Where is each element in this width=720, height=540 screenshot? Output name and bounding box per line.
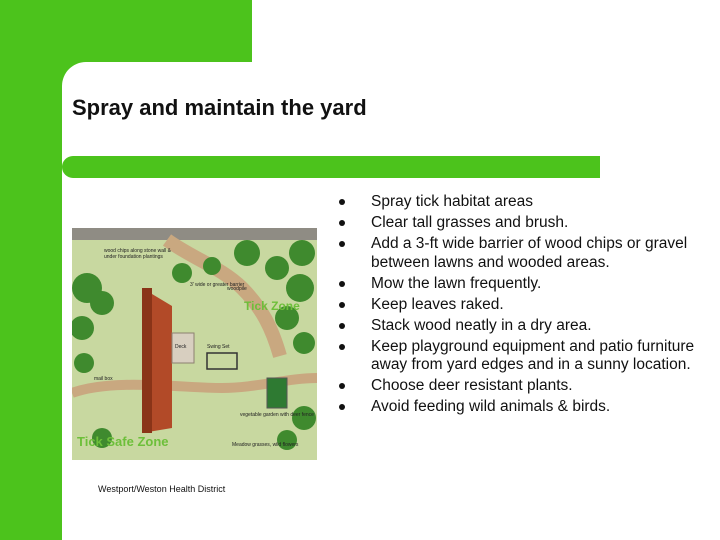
label-wood-chips: wood chips along stone wall & — [104, 248, 171, 254]
label-mailbox: mail box — [94, 376, 113, 382]
label-tick-safe-zone: Tick Safe Zone — [77, 434, 169, 449]
bullet-dot-icon — [339, 323, 345, 329]
slide-title: Spray and maintain the yard — [72, 95, 367, 120]
bullet-item: Add a 3-ft wide barrier of wood chips or gravel between lawns and wooded areas. — [335, 235, 715, 272]
bullet-item: Keep playground equipment and patio furniture away from yard edges and in a sunny location. — [335, 338, 715, 375]
bullet-dot-icon — [339, 199, 345, 205]
label-barrier: 3' wide or greater barrier — [190, 282, 245, 288]
yard-map-illustration — [72, 228, 317, 460]
bullet-dot-icon — [339, 302, 345, 308]
bullet-item: Choose deer resistant plants. — [335, 377, 715, 396]
label-woodpile: woodpile — [227, 286, 247, 292]
bullet-list — [335, 193, 715, 419]
bullet-dot-icon — [339, 220, 345, 226]
bullet-item: Keep leaves raked. — [335, 296, 715, 315]
bullet-item: Spray tick habitat areas — [335, 193, 715, 212]
svg-text:under foundation plantings: under foundation plantings — [104, 254, 163, 260]
bullet-dot-icon — [339, 344, 345, 350]
image-caption: Westport/Weston Health District — [98, 484, 226, 494]
label-deck: Deck — [175, 344, 187, 350]
vegetable-garden — [267, 378, 287, 408]
label-meadow: Meadow grasses, wild flowers — [232, 442, 299, 448]
bullet-dot-icon — [339, 383, 345, 389]
title-divider-bar — [62, 156, 600, 178]
bullet-item: Mow the lawn frequently. — [335, 275, 715, 294]
label-swing-set: Swing Set — [207, 344, 230, 350]
label-garden: vegetable garden with deer fence — [240, 412, 314, 418]
bullet-dot-icon — [339, 281, 345, 287]
bullet-item: Stack wood neatly in a dry area. — [335, 317, 715, 336]
bullet-dot-icon — [339, 404, 345, 410]
label-tick-zone: Tick Zone — [244, 299, 300, 313]
bullet-dot-icon — [339, 241, 345, 247]
bullet-item: Clear tall grasses and brush. — [335, 214, 715, 233]
bullet-item: Avoid feeding wild animals & birds. — [335, 398, 715, 417]
stone-wall — [72, 228, 317, 240]
